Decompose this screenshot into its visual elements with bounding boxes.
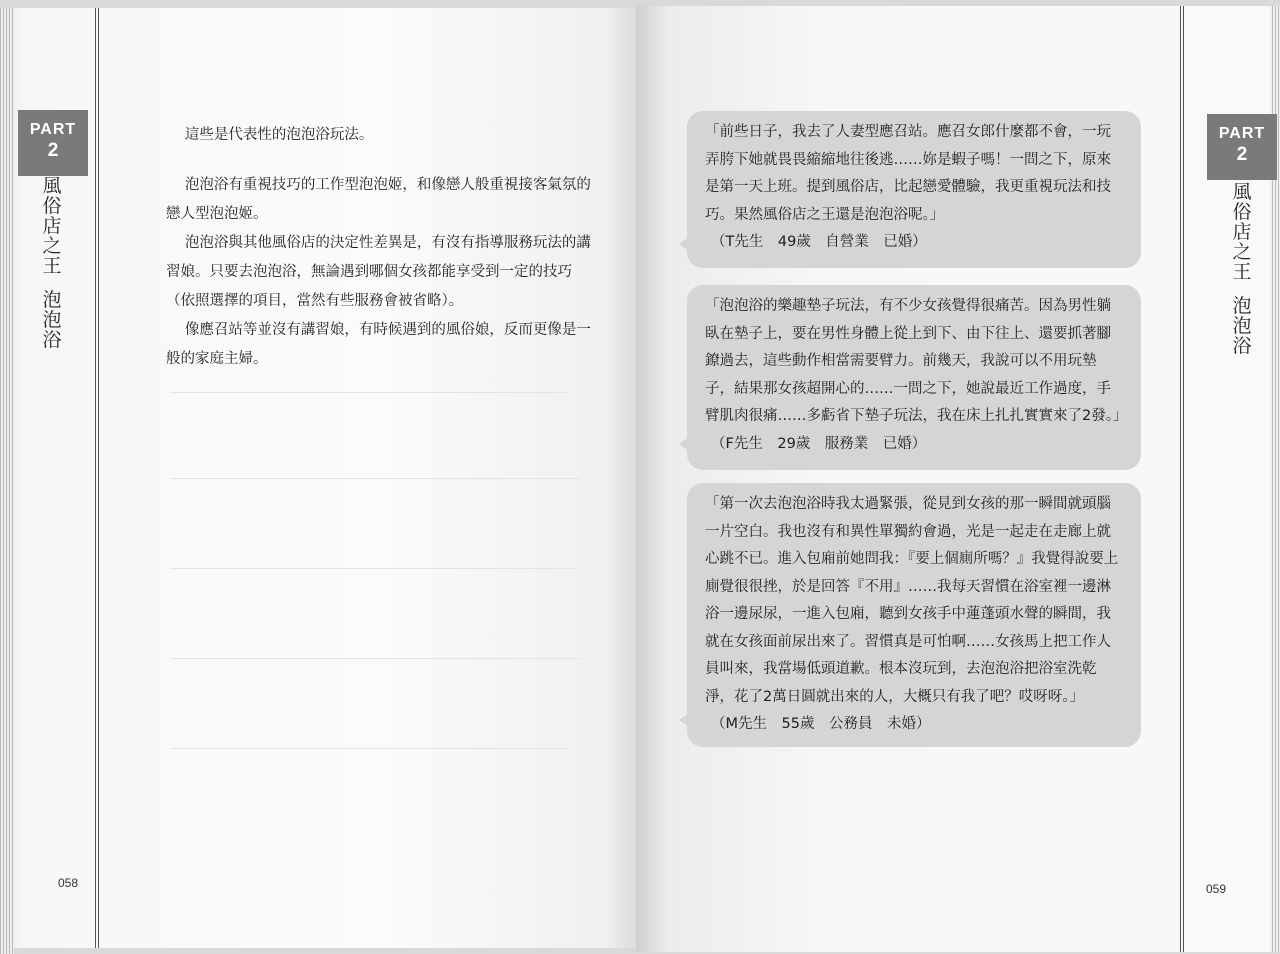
paragraph: 這些是代表性的泡泡浴玩法。: [184, 127, 374, 143]
testimonial-quote: 「前些日子，我去了人妻型應召站。應召女郎什麼都不會，一玩弄胯下她就畏畏縮縮地往後逃……妳是蝦子嗎！一問之下，原來是第一天上班。提到風俗店，比起戀愛體驗，我更重視玩法和技巧。果然風俗店之王還是泡泡浴呢。」: [705, 124, 1111, 223]
testimonial-bubble: [687, 483, 1141, 747]
margin-rule: [1183, 6, 1184, 952]
show-through: [170, 748, 570, 749]
part-label: PART: [29, 121, 77, 138]
bubble-tail: [679, 437, 689, 451]
page-edges-left: [0, 8, 14, 954]
margin-rule: [1180, 6, 1181, 952]
paragraph: 泡泡浴有重視技巧的工作型泡泡姬，和像戀人般重視接客氣氛的戀人型泡泡姬。: [166, 177, 591, 222]
running-title: 風 俗 店 之 王 泡 泡 浴: [42, 175, 62, 351]
bubble-tail: [679, 237, 689, 251]
paragraph: 泡泡浴與其他風俗店的決定性差異是，有沒有指導服務玩法的講習娘。只要去泡泡浴，無論遇到哪個女孩都能享受到一定的技巧（依照選擇的項目，當然有些服務會被省略）。: [166, 235, 591, 309]
paragraph: 像應召站等並沒有講習娘，有時候遇到的風俗娘，反而更像是一般的家庭主婦。: [166, 322, 591, 367]
show-through: [170, 392, 570, 393]
testimonial-attribution: （T先生 49歲 自營業 已婚）: [711, 234, 927, 250]
testimonial-bubble: [687, 111, 1141, 268]
margin-rule: [98, 8, 99, 948]
testimonial-attribution: （M先生 55歲 公務員 未婚）: [711, 716, 931, 732]
margin-rule: [95, 8, 96, 948]
testimonial-bubble: [687, 285, 1141, 470]
part-label: PART: [1218, 125, 1266, 142]
page-number: 058: [58, 876, 79, 890]
show-through: [170, 568, 575, 569]
testimonial-quote: 「泡泡浴的樂趣墊子玩法，有不少女孩覺得很痛苦。因為男性躺臥在墊子上，要在男性身體上從上到下、由下往上、還要抓著腳鐐過去，這些動作相當需要臂力。前幾天，我說可以不用玩墊子，結果那女孩超開心的……一問之下，她說最近工作過度，手臂肌肉很痛……多虧省下墊子玩法，我在床上扎扎實實來了2發。」: [705, 298, 1128, 424]
bubble-tail: [679, 713, 689, 727]
testimonial-quote: 「第一次去泡泡浴時我太過緊張，從見到女孩的那一瞬間就頭腦一片空白。我也沒有和異性單獨約會過，光是一起走在走廊上就心跳不已。進入包廂前她問我：『要上個廁所嗎？』我覺得說要上廁覺很很挫，於是回答『不用』……我每天習慣在浴室裡一邊淋浴一邊尿尿，一進入包廂，聽到女孩手中蓮蓬頭水聲的瞬間，我就在女孩面前尿出來了。習慣真是可怕啊……女孩馬上把工作人員叫來，我當場低頭道歉。根本沒玩到，去泡泡浴把浴室洗乾淨，花了2萬日圓就出來的人，大概只有我了吧？哎呀呀。」: [705, 496, 1119, 705]
part-number: 2: [47, 140, 59, 161]
part-tab: [1207, 114, 1277, 180]
show-through: [170, 658, 580, 659]
left-page: [0, 8, 636, 948]
part-tab: [18, 110, 88, 176]
running-title: 風 俗 店 之 王 泡 泡 浴: [1232, 181, 1252, 357]
page-number: 059: [1206, 882, 1227, 896]
part-number: 2: [1236, 144, 1248, 165]
show-through: [170, 478, 580, 479]
testimonial-attribution: （F先生 29歲 服務業 已婚）: [711, 435, 927, 452]
body-text: [166, 121, 596, 374]
